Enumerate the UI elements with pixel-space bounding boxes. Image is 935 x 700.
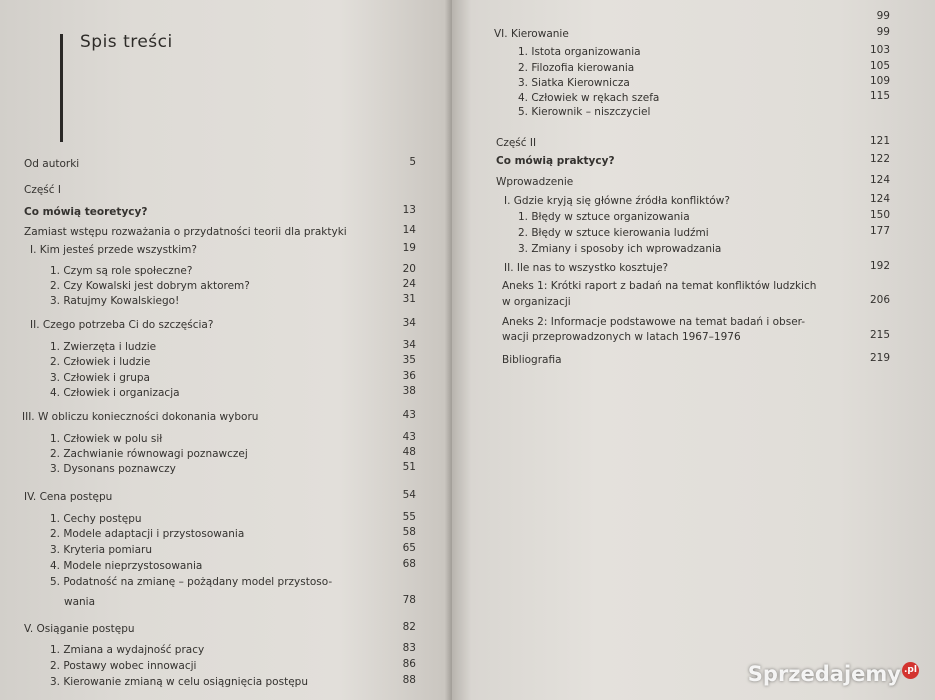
toc-entry: 2. Człowiek i ludzie: [50, 356, 151, 368]
toc-page-number: 68: [402, 558, 416, 570]
toc-entry: II. Czego potrzeba Ci do szczęścia?: [30, 319, 214, 331]
toc-page-number: 19: [402, 242, 416, 254]
left-page: [0, 0, 452, 700]
toc-page-number: 82: [402, 621, 416, 633]
toc-entry: 1. Człowiek w polu sił: [50, 433, 163, 445]
toc-entry: 3. Ratujmy Kowalskiego!: [50, 295, 180, 307]
toc-entry: 2. Błędy w sztuce kierowania ludźmi: [518, 227, 709, 239]
toc-page-number: 24: [402, 278, 416, 290]
toc-entry: 3. Zmiany i sposoby ich wprowadzania: [518, 243, 722, 255]
toc-page-number: 35: [402, 354, 416, 366]
toc-entry: 4. Człowiek w rękach szefa: [518, 92, 660, 104]
toc-page-number: 43: [402, 409, 416, 421]
toc-entry: 3. Człowiek i grupa: [50, 372, 150, 384]
top-page-number: 99: [876, 10, 890, 22]
toc-entry: 2. Zachwianie równowagi poznawczej: [50, 448, 248, 460]
toc-entry: wania: [64, 596, 96, 608]
toc-entry: 3. Siatka Kierownicza: [518, 77, 630, 89]
toc-page-number: 99: [876, 26, 890, 38]
toc-entry: Aneks 1: Krótki raport z badań na temat konfliktów ludzkich: [502, 280, 817, 292]
toc-entry: wacji przeprowadzonych w latach 1967–1976: [502, 331, 741, 343]
toc-page-number: 177: [869, 225, 890, 237]
toc-page-number: 192: [869, 260, 890, 272]
toc-entry: 1. Cechy postępu: [50, 513, 142, 525]
toc-entry: III. W obliczu konieczności dokonania wyboru: [22, 411, 259, 423]
toc-entry: 3. Kierowanie zmianą w celu osiągnięcia postępu: [50, 676, 308, 688]
toc-entry: Część I: [24, 184, 61, 196]
toc-entry: Co mówią teoretycy?: [24, 206, 148, 218]
toc-page-number: 55: [402, 511, 416, 523]
toc-page-number: 36: [402, 370, 416, 382]
toc-page-number: 88: [402, 674, 416, 686]
watermark-text: Sprzedajemy: [747, 662, 901, 686]
toc-entry: w organizacji: [502, 296, 571, 308]
toc-page-number: 34: [402, 339, 416, 351]
toc-entry: 2. Modele adaptacji i przystosowania: [50, 528, 245, 540]
toc-page-number: 86: [402, 658, 416, 670]
toc-entry: 3. Dysonans poznawczy: [50, 463, 176, 475]
toc-page-number: 124: [869, 193, 890, 205]
toc-page-number: 219: [869, 352, 890, 364]
toc-page-number: 124: [869, 174, 890, 186]
toc-entry: Od autorki: [24, 158, 80, 170]
toc-page-number: 65: [402, 542, 416, 554]
right-page: [452, 0, 935, 700]
toc-page-number: 83: [402, 642, 416, 654]
toc-entry: VI. Kierowanie: [494, 28, 569, 40]
toc-entry: 1. Czym są role społeczne?: [50, 265, 193, 277]
toc-page-number: 150: [869, 209, 890, 221]
toc-entry: 5. Kierownik – niszczyciel: [518, 106, 651, 118]
toc-entry: Wprowadzenie: [496, 176, 574, 188]
toc-page-number: 122: [869, 153, 890, 165]
toc-page-number: 20: [402, 263, 416, 275]
toc-entry: II. Ile nas to wszystko kosztuje?: [504, 262, 669, 274]
toc-entry: I. Gdzie kryją się główne źródła konfliktów?: [504, 195, 730, 207]
toc-entry: 4. Modele nieprzystosowania: [50, 560, 203, 572]
toc-page-number: 38: [402, 385, 416, 397]
toc-entry: I. Kim jesteś przede wszystkim?: [30, 244, 197, 256]
toc-entry: Część II: [496, 137, 537, 149]
toc-page-number: 34: [402, 317, 416, 329]
toc-entry: 1. Zwierzęta i ludzie: [50, 341, 157, 353]
toc-page-number: 121: [869, 135, 890, 147]
toc-page-number: 105: [869, 60, 890, 72]
toc-page-number: 58: [402, 526, 416, 538]
title-rule: [60, 34, 63, 142]
toc-entry: 1. Zmiana a wydajność pracy: [50, 644, 205, 656]
toc-page-number: 103: [869, 44, 890, 56]
toc-entry: 3. Kryteria pomiaru: [50, 544, 152, 556]
toc-page-number: 14: [402, 224, 416, 236]
watermark-suffix: .pl: [902, 662, 919, 679]
toc-entry: 2. Filozofia kierowania: [518, 62, 635, 74]
toc-entry: 1. Błędy w sztuce organizowania: [518, 211, 690, 223]
toc-entry: 2. Czy Kowalski jest dobrym aktorem?: [50, 280, 250, 292]
toc-page-number: 48: [402, 446, 416, 458]
toc-title: Spis treści: [80, 32, 173, 52]
toc-entry: IV. Cena postępu: [24, 491, 113, 503]
toc-entry: Co mówią praktycy?: [496, 155, 615, 167]
watermark-logo: [748, 662, 919, 686]
toc-entry: Bibliografia: [502, 354, 562, 366]
toc-page-number: 206: [869, 294, 890, 306]
toc-page-number: 215: [869, 329, 890, 341]
toc-entry: 5. Podatność na zmianę – pożądany model przystoso-: [50, 576, 333, 588]
toc-page-number: 109: [869, 75, 890, 87]
toc-page-number: 78: [402, 594, 416, 606]
toc-page-number: 54: [402, 489, 416, 501]
toc-page-number: 13: [402, 204, 416, 216]
toc-page-number: 51: [402, 461, 416, 473]
toc-page-number: 5: [409, 156, 416, 168]
toc-page-number: 31: [402, 293, 416, 305]
toc-entry: 4. Człowiek i organizacja: [50, 387, 180, 399]
toc-entry: 1. Istota organizowania: [518, 46, 641, 58]
toc-entry: V. Osiąganie postępu: [24, 623, 135, 635]
toc-page-number: 115: [869, 90, 890, 102]
toc-page-number: 43: [402, 431, 416, 443]
toc-entry: Zamiast wstępu rozważania o przydatności teorii dla praktyki: [24, 226, 347, 238]
toc-entry: 2. Postawy wobec innowacji: [50, 660, 197, 672]
toc-entry: Aneks 2: Informacje podstawowe na temat badań i obser-: [502, 316, 806, 328]
